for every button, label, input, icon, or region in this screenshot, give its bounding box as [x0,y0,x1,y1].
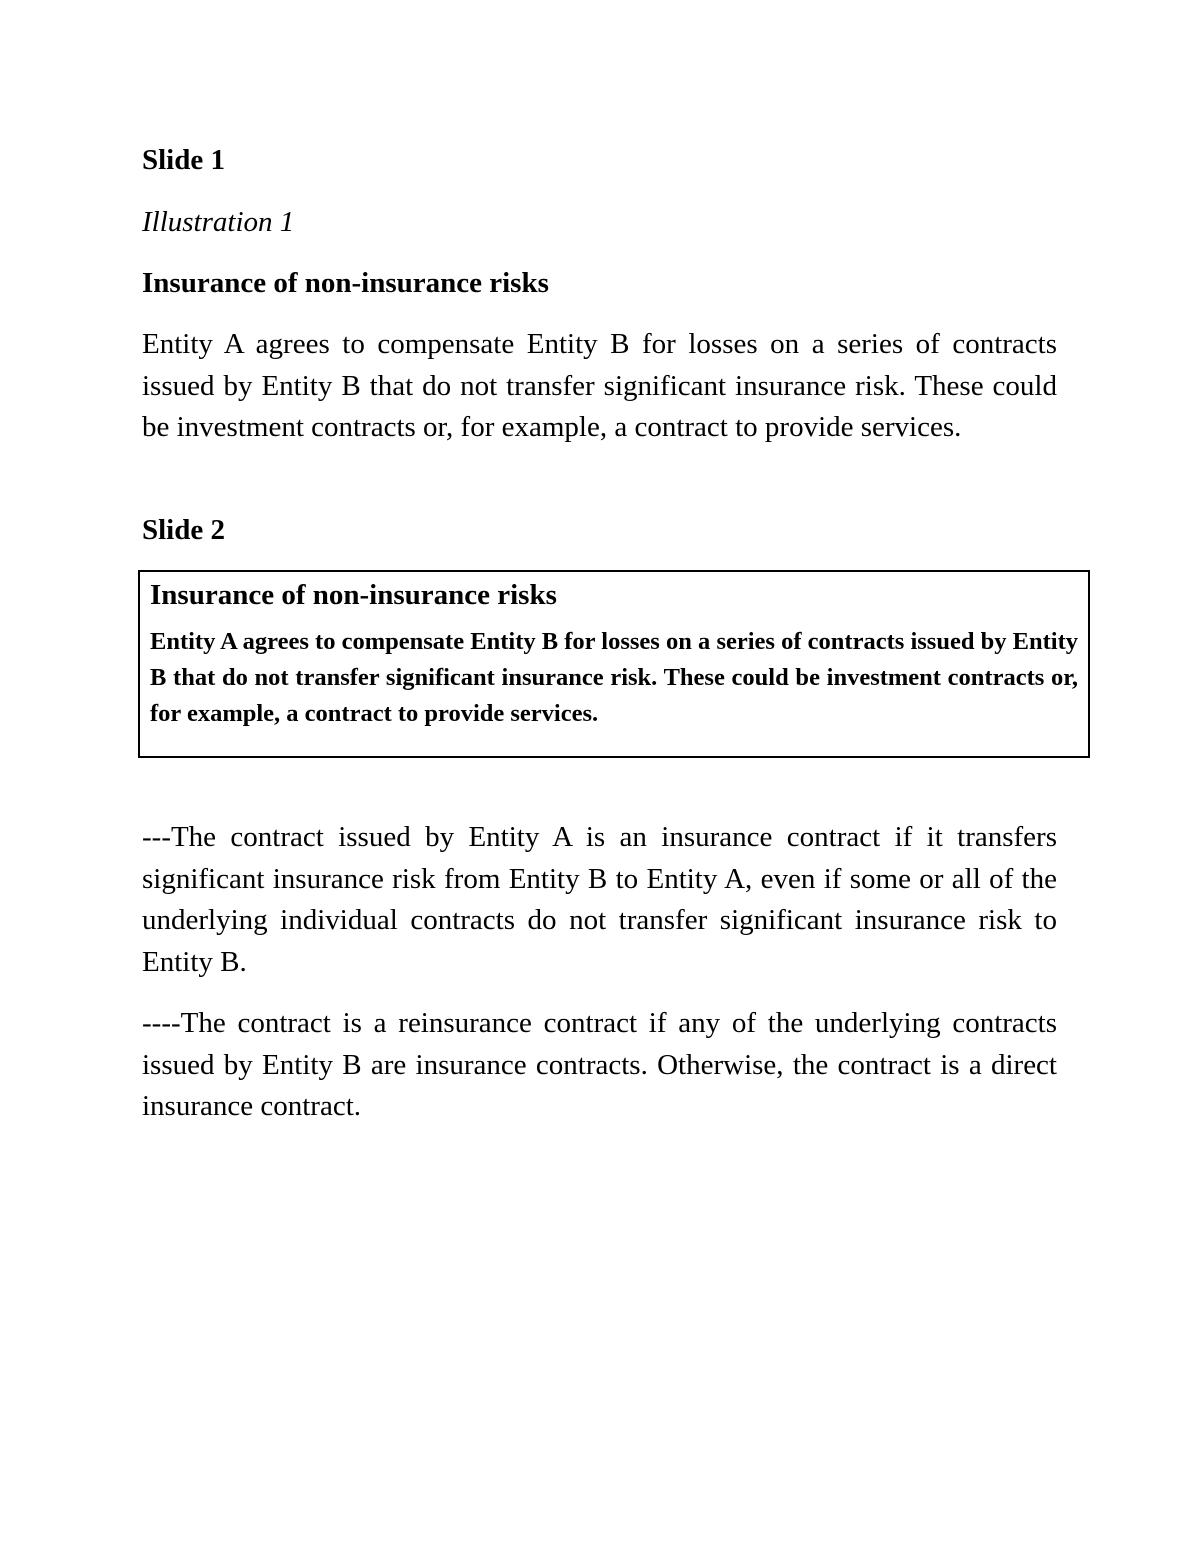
slide-2-box [138,570,1090,758]
slide-2-heading: Slide 2 [142,514,225,546]
slide-2-note-1: ---The contract issued by Entity A is an insurance contract if it transfers significant insurance risk from Entity B to Entity A, even if some or all of the underlying individual contracts do not transfer significant insurance risk to Entity B. [142,821,1057,978]
slide-1-paragraph: Entity A agrees to compensate Entity B for losses on a series of contracts issued by Entity B that do not transfer significant insurance risk. These could be investment contracts or, for example, a contract to provide services. [142,328,1057,443]
slide-2-box-paragraph: Entity A agrees to compensate Entity B for losses on a series of contracts issued by Entity B that do not transfer significant insurance risk. These could be investment contracts or, for example, a contract to provide services. [150,628,1078,727]
slide-2-note-2: ----The contract is a reinsurance contract if any of the underlying contracts issued by Entity B are insurance contracts. Otherwise, the contract is a direct insurance contract. [142,1007,1057,1122]
slide-1-heading: Slide 1 [142,144,225,176]
slide-1-title: Insurance of non-insurance risks [142,267,549,299]
slide-2-box-title: Insurance of non-insurance risks [150,579,557,611]
illustration-label: Illustration 1 [142,206,295,238]
